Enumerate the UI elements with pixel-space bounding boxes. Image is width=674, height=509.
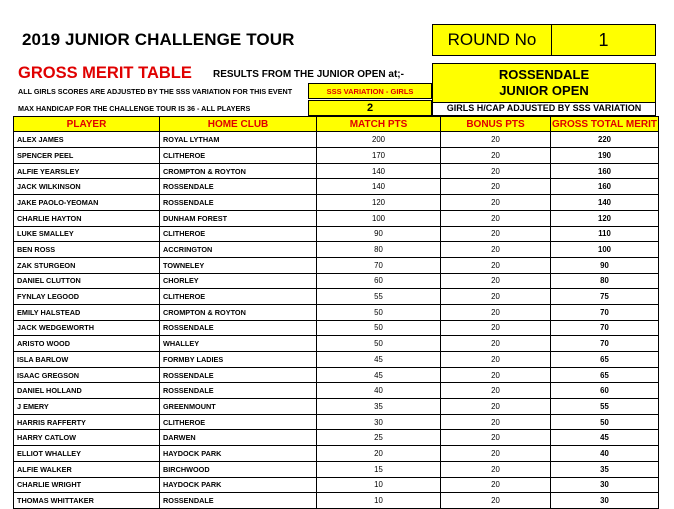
bonus-pts-cell: 20 bbox=[441, 367, 551, 383]
gross-total-cell: 50 bbox=[551, 414, 659, 430]
home-club-cell: CLITHEROE bbox=[160, 148, 317, 164]
table-row bbox=[14, 179, 659, 195]
venue-line-1: ROSSENDALE bbox=[498, 67, 590, 82]
home-club-cell: CHORLEY bbox=[160, 273, 317, 289]
home-club-cell: ACCRINGTON bbox=[160, 242, 317, 258]
match-pts-cell: 200 bbox=[317, 132, 441, 148]
match-pts-cell: 45 bbox=[317, 352, 441, 368]
home-club-cell: FORMBY LADIES bbox=[160, 352, 317, 368]
bonus-pts-cell: 20 bbox=[441, 226, 551, 242]
bonus-pts-cell: 20 bbox=[441, 257, 551, 273]
max-handicap-note: MAX HANDICAP FOR THE CHALLENGE TOUR IS 36 - ALL PLAYERS bbox=[18, 104, 251, 113]
results-text: RESULTS FROM THE JUNIOR OPEN at;- bbox=[213, 69, 404, 80]
home-club-cell: CROMPTON & ROYTON bbox=[160, 163, 317, 179]
table-row bbox=[14, 383, 659, 399]
player-cell: J EMERY bbox=[14, 399, 160, 415]
bonus-pts-cell: 20 bbox=[441, 414, 551, 430]
home-club-cell: WHALLEY bbox=[160, 336, 317, 352]
match-pts-cell: 100 bbox=[317, 210, 441, 226]
gross-total-cell: 140 bbox=[551, 195, 659, 211]
bonus-pts-cell: 20 bbox=[441, 289, 551, 305]
player-cell: ELLIOT WHALLEY bbox=[14, 446, 160, 462]
player-cell: DANIEL CLUTTON bbox=[14, 273, 160, 289]
table-row bbox=[14, 493, 659, 509]
home-club-cell: CLITHEROE bbox=[160, 226, 317, 242]
table-row bbox=[14, 352, 659, 368]
table-title: GROSS MERIT TABLE bbox=[18, 64, 192, 82]
table-row bbox=[14, 304, 659, 320]
match-pts-cell: 90 bbox=[317, 226, 441, 242]
player-cell: FYNLAY LEGOOD bbox=[14, 289, 160, 305]
table-row bbox=[14, 289, 659, 305]
bonus-pts-cell: 20 bbox=[441, 430, 551, 446]
home-club-cell: ROSSENDALE bbox=[160, 493, 317, 509]
match-pts-cell: 30 bbox=[317, 414, 441, 430]
bonus-pts-cell: 20 bbox=[441, 148, 551, 164]
match-pts-cell: 20 bbox=[317, 446, 441, 462]
gross-total-cell: 110 bbox=[551, 226, 659, 242]
match-pts-cell: 120 bbox=[317, 195, 441, 211]
player-cell: BEN ROSS bbox=[14, 242, 160, 258]
bonus-pts-cell: 20 bbox=[441, 399, 551, 415]
match-pts-cell: 10 bbox=[317, 477, 441, 493]
gross-total-cell: 45 bbox=[551, 430, 659, 446]
player-cell: DANIEL HOLLAND bbox=[14, 383, 160, 399]
match-pts-cell: 70 bbox=[317, 257, 441, 273]
table-row bbox=[14, 210, 659, 226]
bonus-pts-cell: 20 bbox=[441, 493, 551, 509]
gross-total-cell: 70 bbox=[551, 304, 659, 320]
home-club-cell: ROSSENDALE bbox=[160, 367, 317, 383]
gross-total-cell: 120 bbox=[551, 210, 659, 226]
player-cell: CHARLIE HAYTON bbox=[14, 210, 160, 226]
table-row bbox=[14, 273, 659, 289]
girls-note: ALL GIRLS SCORES ARE ADJUSTED BY THE SSS VARIATION FOR THIS EVENT bbox=[18, 87, 293, 96]
gross-total-cell: 65 bbox=[551, 367, 659, 383]
gross-total-cell: 220 bbox=[551, 132, 659, 148]
column-header-match-pts: MATCH PTS bbox=[317, 117, 441, 132]
match-pts-cell: 55 bbox=[317, 289, 441, 305]
bonus-pts-cell: 20 bbox=[441, 352, 551, 368]
home-club-cell: CLITHEROE bbox=[160, 289, 317, 305]
gross-total-cell: 100 bbox=[551, 242, 659, 258]
home-club-cell: TOWNELEY bbox=[160, 257, 317, 273]
gross-total-cell: 60 bbox=[551, 383, 659, 399]
home-club-cell: DUNHAM FOREST bbox=[160, 210, 317, 226]
table-row bbox=[14, 320, 659, 336]
merit-table bbox=[13, 116, 659, 509]
table-row bbox=[14, 477, 659, 493]
home-club-cell: ROYAL LYTHAM bbox=[160, 132, 317, 148]
table-row bbox=[14, 226, 659, 242]
table-header-row bbox=[14, 117, 659, 132]
table-row bbox=[14, 195, 659, 211]
player-cell: ALFIE WALKER bbox=[14, 461, 160, 477]
bonus-pts-cell: 20 bbox=[441, 179, 551, 195]
home-club-cell: HAYDOCK PARK bbox=[160, 477, 317, 493]
bonus-pts-cell: 20 bbox=[441, 383, 551, 399]
bonus-pts-cell: 20 bbox=[441, 273, 551, 289]
table-body bbox=[14, 132, 659, 509]
match-pts-cell: 50 bbox=[317, 320, 441, 336]
bonus-pts-cell: 20 bbox=[441, 304, 551, 320]
player-cell: ISLA BARLOW bbox=[14, 352, 160, 368]
bonus-pts-cell: 20 bbox=[441, 477, 551, 493]
bonus-pts-cell: 20 bbox=[441, 210, 551, 226]
gross-total-cell: 90 bbox=[551, 257, 659, 273]
player-cell: HARRY CATLOW bbox=[14, 430, 160, 446]
home-club-cell: GREENMOUNT bbox=[160, 399, 317, 415]
column-header-bonus-pts: BONUS PTS bbox=[441, 117, 551, 132]
match-pts-cell: 80 bbox=[317, 242, 441, 258]
home-club-cell: CROMPTON & ROYTON bbox=[160, 304, 317, 320]
player-cell: ALEX JAMES bbox=[14, 132, 160, 148]
table-row bbox=[14, 446, 659, 462]
gross-total-cell: 30 bbox=[551, 493, 659, 509]
player-cell: JAKE PAOLO-YEOMAN bbox=[14, 195, 160, 211]
match-pts-cell: 25 bbox=[317, 430, 441, 446]
player-cell: SPENCER PEEL bbox=[14, 148, 160, 164]
bonus-pts-cell: 20 bbox=[441, 163, 551, 179]
match-pts-cell: 10 bbox=[317, 493, 441, 509]
player-cell: LUKE SMALLEY bbox=[14, 226, 160, 242]
table-row bbox=[14, 336, 659, 352]
table-row bbox=[14, 367, 659, 383]
player-cell: HARRIS RAFFERTY bbox=[14, 414, 160, 430]
gross-total-cell: 65 bbox=[551, 352, 659, 368]
player-cell: ARISTO WOOD bbox=[14, 336, 160, 352]
gross-total-cell: 70 bbox=[551, 336, 659, 352]
sss-variation-label: SSS VARIATION - GIRLS bbox=[308, 83, 432, 99]
match-pts-cell: 140 bbox=[317, 163, 441, 179]
match-pts-cell: 140 bbox=[317, 179, 441, 195]
home-club-cell: ROSSENDALE bbox=[160, 383, 317, 399]
bonus-pts-cell: 20 bbox=[441, 195, 551, 211]
gross-total-cell: 160 bbox=[551, 179, 659, 195]
round-box bbox=[432, 24, 656, 56]
bonus-pts-cell: 20 bbox=[441, 132, 551, 148]
handicap-note: GIRLS H/CAP ADJUSTED BY SSS VARIATION bbox=[432, 102, 656, 116]
bonus-pts-cell: 20 bbox=[441, 461, 551, 477]
column-header-gross-total: GROSS TOTAL MERIT bbox=[551, 117, 659, 132]
match-pts-cell: 15 bbox=[317, 461, 441, 477]
page-title: 2019 JUNIOR CHALLENGE TOUR bbox=[22, 30, 295, 49]
gross-total-cell: 55 bbox=[551, 399, 659, 415]
home-club-cell: HAYDOCK PARK bbox=[160, 446, 317, 462]
gross-total-cell: 70 bbox=[551, 320, 659, 336]
column-header-home-club: HOME CLUB bbox=[160, 117, 317, 132]
table-row bbox=[14, 257, 659, 273]
player-cell: ISAAC GREGSON bbox=[14, 367, 160, 383]
player-cell: ALFIE YEARSLEY bbox=[14, 163, 160, 179]
match-pts-cell: 170 bbox=[317, 148, 441, 164]
bonus-pts-cell: 20 bbox=[441, 242, 551, 258]
home-club-cell: DARWEN bbox=[160, 430, 317, 446]
match-pts-cell: 50 bbox=[317, 304, 441, 320]
sss-variation-value: 2 bbox=[308, 100, 432, 116]
bonus-pts-cell: 20 bbox=[441, 446, 551, 462]
gross-total-cell: 80 bbox=[551, 273, 659, 289]
table-row bbox=[14, 163, 659, 179]
venue-box bbox=[432, 63, 656, 103]
gross-total-cell: 75 bbox=[551, 289, 659, 305]
home-club-cell: ROSSENDALE bbox=[160, 320, 317, 336]
table-row bbox=[14, 399, 659, 415]
player-cell: CHARLIE WRIGHT bbox=[14, 477, 160, 493]
match-pts-cell: 40 bbox=[317, 383, 441, 399]
home-club-cell: BIRCHWOOD bbox=[160, 461, 317, 477]
match-pts-cell: 35 bbox=[317, 399, 441, 415]
player-cell: EMILY HALSTEAD bbox=[14, 304, 160, 320]
gross-total-cell: 40 bbox=[551, 446, 659, 462]
gross-total-cell: 160 bbox=[551, 163, 659, 179]
gross-total-cell: 190 bbox=[551, 148, 659, 164]
match-pts-cell: 45 bbox=[317, 367, 441, 383]
table-row bbox=[14, 430, 659, 446]
gross-total-cell: 30 bbox=[551, 477, 659, 493]
round-number: 1 bbox=[598, 29, 609, 50]
table-row bbox=[14, 414, 659, 430]
match-pts-cell: 60 bbox=[317, 273, 441, 289]
gross-total-cell: 35 bbox=[551, 461, 659, 477]
home-club-cell: ROSSENDALE bbox=[160, 195, 317, 211]
table-row bbox=[14, 242, 659, 258]
column-header-player: PLAYER bbox=[14, 117, 160, 132]
venue-line-2: JUNIOR OPEN bbox=[499, 83, 589, 98]
table-row bbox=[14, 132, 659, 148]
home-club-cell: CLITHEROE bbox=[160, 414, 317, 430]
player-cell: THOMAS WHITTAKER bbox=[14, 493, 160, 509]
player-cell: JACK WILKINSON bbox=[14, 179, 160, 195]
home-club-cell: ROSSENDALE bbox=[160, 179, 317, 195]
match-pts-cell: 50 bbox=[317, 336, 441, 352]
player-cell: ZAK STURGEON bbox=[14, 257, 160, 273]
round-label: ROUND No bbox=[433, 25, 552, 55]
player-cell: JACK WEDGEWORTH bbox=[14, 320, 160, 336]
table-row bbox=[14, 461, 659, 477]
table-row bbox=[14, 148, 659, 164]
bonus-pts-cell: 20 bbox=[441, 320, 551, 336]
bonus-pts-cell: 20 bbox=[441, 336, 551, 352]
